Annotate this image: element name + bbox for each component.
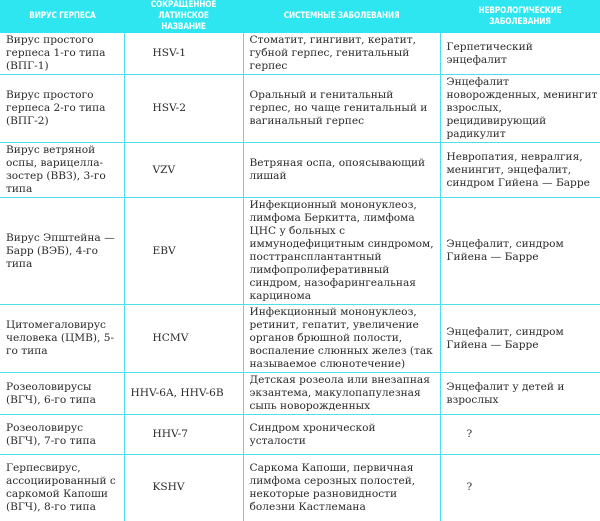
cell-neurological: ? (440, 415, 600, 455)
cell-neurological: Энцефалит, синдром Гийена — Барре (440, 305, 600, 373)
cell-abbreviation: HSV-2 (124, 75, 243, 143)
table-row (0, 198, 600, 305)
cell-systemic: Инфекционный мононуклеоз, лимфома Беркитта, лимфома ЦНС у больных с иммунодефицитным синдромом, посттрансплантантный лимфопролиферативный синдром, назофарингеальная карцинома (243, 198, 440, 305)
cell-abbreviation: EBV (124, 198, 243, 305)
cell-neurological: Энцефалит новорожденных, менингит взрослых, рецидивирующий радикулит (440, 75, 600, 143)
cell-abbreviation: HHV-7 (124, 415, 243, 455)
cell-systemic: Саркома Капоши, первичная лимфома серозных полостей, некоторые разновидности болезни Кастлемана (243, 455, 440, 521)
cell-virus: Цитомегаловирус человека (ЦМВ), 5-го типа (0, 305, 124, 373)
cell-virus: Вирус ветряной оспы, варицелла-зостер (ВВЗ), 3-го типа (0, 143, 124, 198)
cell-abbreviation: VZV (124, 143, 243, 198)
table-row (0, 75, 600, 143)
cell-virus: Вирус простого герпеса 2-го типа (ВПГ-2) (0, 75, 124, 143)
cell-neurological: ? (440, 455, 600, 521)
table-row (0, 373, 600, 415)
cell-neurological: Энцефалит, синдром Гийена — Барре (440, 198, 600, 305)
header-virus: ВИРУС ГЕРПЕСА (0, 0, 124, 33)
cell-virus: Розеоловирусы (ВГЧ), 6-го типа (0, 373, 124, 415)
table-row (0, 33, 600, 75)
cell-systemic: Стоматит, гингивит, кератит, губной герпес, генитальный герпес (243, 33, 440, 75)
cell-systemic: Инфекционный мононуклеоз, ретинит, гепатит, увеличение органов брюшной полости, воспаление слюнных желез (так называемое слюнотечение) (243, 305, 440, 373)
table-row (0, 143, 600, 198)
cell-abbreviation: HSV-1 (124, 33, 243, 75)
table-row (0, 415, 600, 455)
header-systemic-diseases: СИСТЕМНЫЕ ЗАБОЛЕВАНИЯ (243, 0, 440, 33)
table-row (0, 305, 600, 373)
header-row (0, 0, 600, 33)
table-row (0, 455, 600, 521)
cell-abbreviation: KSHV (124, 455, 243, 521)
cell-systemic: Оральный и генитальный герпес, но чаще генитальный и вагинальный герпес (243, 75, 440, 143)
cell-systemic: Ветряная оспа, опоясывающий лишай (243, 143, 440, 198)
cell-neurological: Энцефалит у детей и взрослых (440, 373, 600, 415)
cell-neurological: Невропатия, невралгия, менингит, энцефалит, синдром Гийена — Барре (440, 143, 600, 198)
cell-systemic: Синдром хронической усталости (243, 415, 440, 455)
cell-systemic: Детская розеола или внезапная экзантема, макулопапулезная сыпь новорожденных (243, 373, 440, 415)
cell-virus: Розеоловирус (ВГЧ), 7-го типа (0, 415, 124, 455)
cell-abbreviation: HHV-6A, HHV-6B (124, 373, 243, 415)
header-neurological-diseases: НЕВРОЛОГИЧЕСКИЕ ЗАБОЛЕВАНИЯ (440, 0, 600, 33)
cell-neurological: Герпетический энцефалит (440, 33, 600, 75)
cell-virus: Герпесвирус, ассоциированный с саркомой Капоши (ВГЧ), 8-го типа (0, 455, 124, 521)
cell-virus: Вирус простого герпеса 1-го типа (ВПГ-1) (0, 33, 124, 75)
header-abbreviation: СОКРАЩЕННОЕ ЛАТИНСКОЕ НАЗВАНИЕ (124, 0, 243, 33)
cell-abbreviation: HCMV (124, 305, 243, 373)
cell-virus: Вирус Эпштейна — Барр (ВЭБ), 4-го типа (0, 198, 124, 305)
